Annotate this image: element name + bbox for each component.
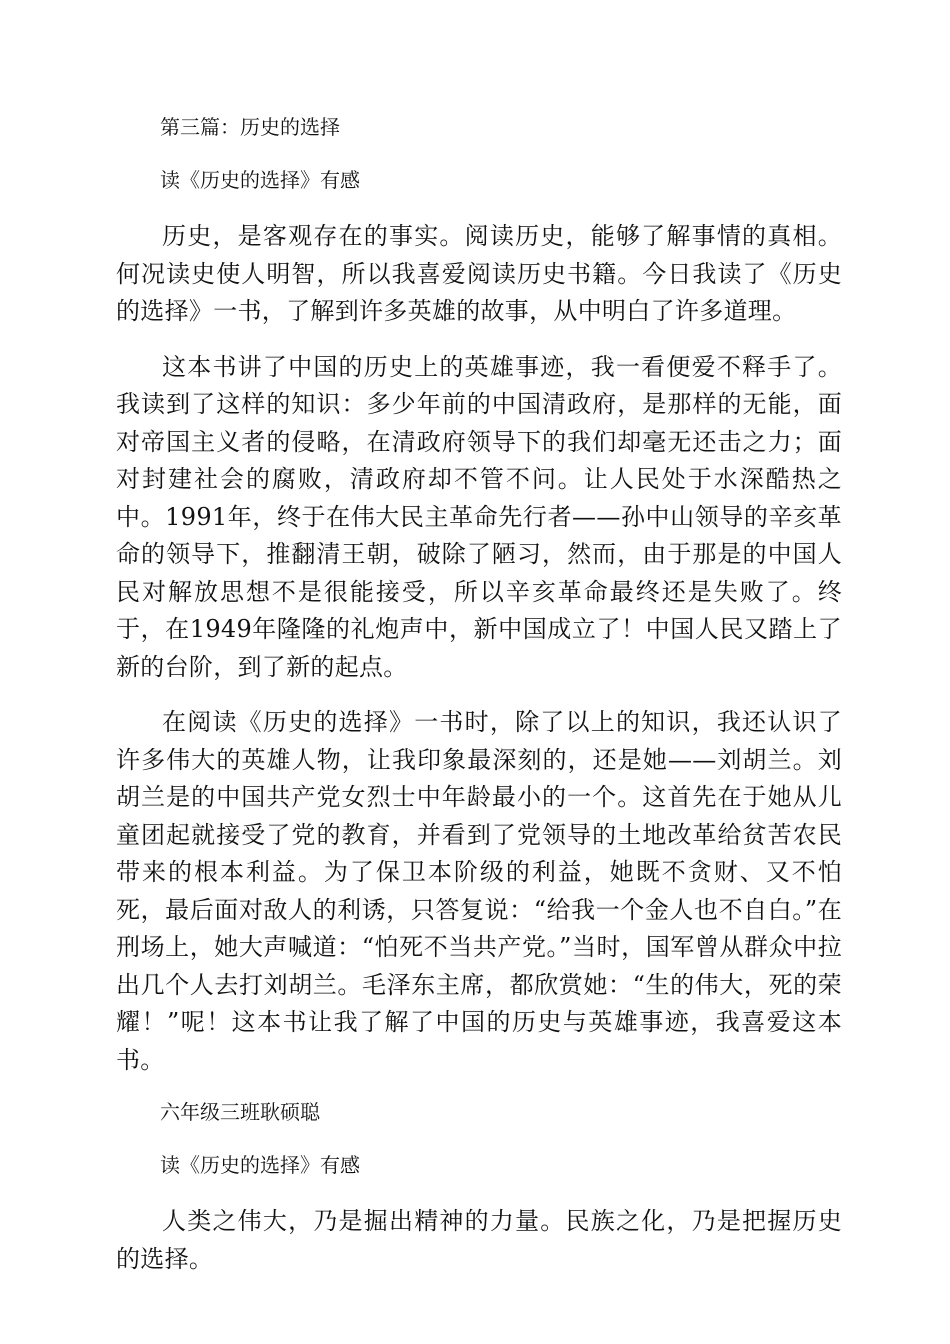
author-line: 六年级三班耿硕聪 — [160, 1100, 320, 1124]
body-paragraph: 这本书讲了中国的历史上的英雄事迹，我一看便爱不释手了。我读到了这样的知识：多少年前的中国清政府，是那样的无能，面对帝国主义者的侵略，在清政府领导下的我们却毫无还击之力；面对封建社会的腐败，清政府却不管不问。让人民处于水深酷热之中。1991年，终于在伟大民主革命先行者——孙中山领导的辛亥革命的领导下，推翻清王朝，破除了陋习，然而，由于那是的中国人民对解放思想不是很能接受，所以辛亥革命最终还是失败了。终于，在1949年隆隆的礼炮声中，新中国成立了！中国人民又踏上了新的台阶，到了新的起点。 — [116, 352, 842, 681]
second-essay-title: 读《历史的选择》有感 — [160, 1153, 360, 1177]
essay-title: 读《历史的选择》有感 — [160, 168, 360, 192]
document-page — [116, 112, 842, 1296]
body-paragraph: 历史，是客观存在的事实。阅读历史，能够了解事情的真相。何况读史使人明智，所以我喜爱阅读历史书籍。今日我读了《历史的选择》一书，了解到许多英雄的故事，从中明白了许多道理。 — [116, 222, 842, 325]
body-paragraph: 在阅读《历史的选择》一书时，除了以上的知识，我还认识了许多伟大的英雄人物，让我印象最深刻的，还是她——刘胡兰。刘胡兰是的中国共产党女烈士中年龄最小的一个。这首先在于她从儿童团起就接受了党的教育，并看到了党领导的土地改革给贫苦农民带来的根本利益。为了保卫本阶级的利益，她既不贪财、又不怕死，最后面对敌人的利诱，只答复说：“给我一个金人也不自白。”在刑场上，她大声喊道：“怕死不当共产党。”当时，国军曾从群众中拉出几个人去打刘胡兰。毛泽东主席，都欣赏她：“生的伟大，死的荣耀！”呢！这本书让我了解了中国的历史与英雄事迹，我喜爱这本书。 — [116, 708, 842, 1074]
section-title: 第三篇：历史的选择 — [160, 115, 340, 139]
body-paragraph: 人类之伟大，乃是掘出精神的力量。民族之化，乃是把握历史的选择。 — [116, 1207, 842, 1273]
